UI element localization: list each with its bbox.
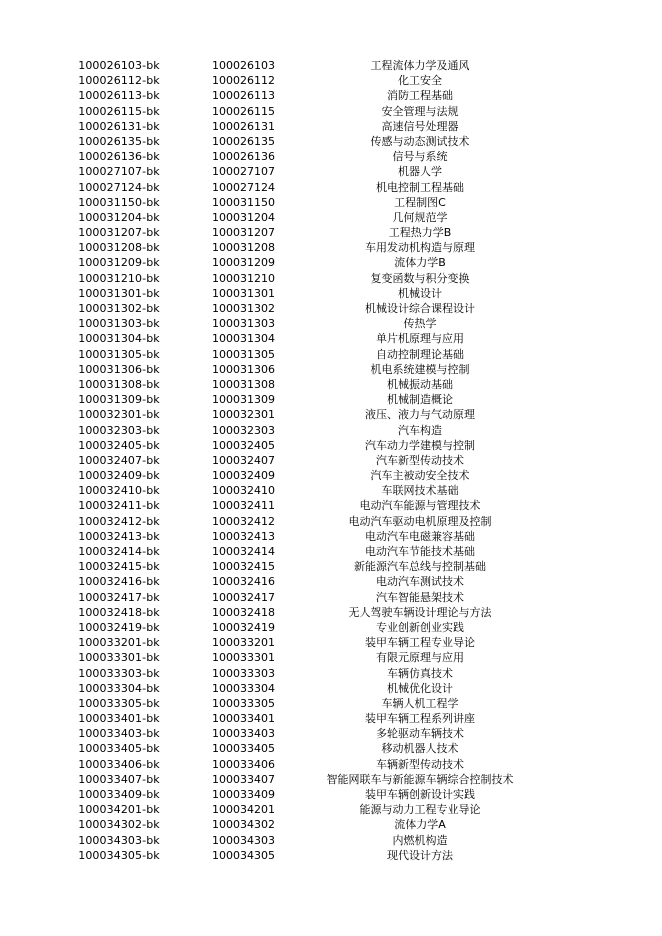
course-name-cell: 车联网技术基础 [381, 484, 459, 498]
course-name-cell: 装甲车辆创新设计实践 [365, 788, 475, 801]
course-name-cell: 无人驾驶车辆设计理论与方法 [348, 605, 492, 619]
course-name-cell: 高速信号处理器 [381, 119, 459, 133]
course-code-cell: 100032412 [212, 514, 275, 528]
course-name-cell: 复变函数与积分变换 [370, 271, 470, 285]
course-code-cell: 100032419 [212, 620, 275, 634]
course-bk-code-cell: 100032301-bk [78, 408, 160, 422]
course-code-cell: 100034201 [212, 803, 275, 817]
course-code-cell: 100032303 [212, 423, 275, 437]
course-bk-code-cell: 100031304-bk [78, 332, 160, 346]
course-name-cell: 传感与动态测试技术 [370, 134, 470, 148]
table-row [0, 347, 662, 362]
table-row [0, 407, 662, 422]
course-code-cell: 100034303 [212, 833, 275, 847]
course-bk-code-cell: 100026112-bk [78, 74, 160, 88]
table-row [0, 681, 662, 696]
course-bk-code-cell: 100026113-bk [78, 89, 160, 103]
course-bk-code-cell: 100033301-bk [78, 651, 160, 665]
course-code-cell: 100033403 [212, 727, 275, 741]
course-name-cell: 信号与系统 [392, 150, 448, 164]
course-name-cell: 汽车动力学建模与控制 [365, 438, 475, 452]
course-bk-code-cell: 100033407-bk [78, 772, 160, 786]
course-bk-code-cell: 100033405-bk [78, 742, 160, 756]
course-code-cell: 100032411 [212, 499, 275, 513]
course-name-cell: 传热学 [403, 317, 437, 331]
course-bk-code-cell: 100027124-bk [78, 180, 160, 194]
course-bk-code-cell: 100032410-bk [78, 484, 160, 498]
table-row [0, 164, 662, 179]
course-name-cell: 汽车智能悬架技术 [376, 590, 464, 604]
course-name-cell: 移动机器人技术 [381, 742, 459, 756]
course-name-cell: 车辆新型传动技术 [376, 757, 464, 771]
course-code-cell: 100032410 [212, 484, 275, 498]
course-code-cell: 100033409 [212, 788, 275, 801]
course-code-cell: 100032414 [212, 545, 275, 558]
course-name-cell: 机械设计 [398, 286, 442, 300]
table-row [0, 255, 662, 270]
course-code-cell: 100026112 [212, 74, 275, 88]
course-name-cell: 电动汽车能源与管理技术 [359, 499, 481, 513]
course-name-cell: 机器人学 [398, 165, 442, 179]
course-code-cell: 100033405 [212, 742, 275, 756]
course-code-cell: 100026113 [212, 89, 275, 103]
course-bk-code-cell: 100031209-bk [78, 256, 160, 270]
table-row [0, 802, 662, 817]
course-bk-code-cell: 100026103-bk [78, 59, 160, 72]
course-name-cell: 电动汽车测试技术 [376, 575, 464, 589]
course-code-cell: 100031303 [212, 317, 275, 331]
course-bk-code-cell: 100031204-bk [78, 210, 160, 224]
course-name-cell: 现代设计方法 [387, 848, 453, 862]
course-name-cell: 汽车主被动安全技术 [370, 469, 470, 483]
course-code-cell: 100031301 [212, 286, 275, 300]
table-row [0, 696, 662, 711]
table-row [0, 316, 662, 331]
course-name-cell: 车用发动机构造与原理 [365, 241, 475, 255]
course-code-cell: 100031304 [212, 332, 275, 346]
course-code-cell: 100032301 [212, 408, 275, 422]
course-bk-code-cell: 100033403-bk [78, 727, 160, 741]
table-row [0, 544, 662, 559]
course-bk-code-cell: 100027107-bk [78, 165, 160, 179]
table-row [0, 149, 662, 164]
table-row [0, 240, 662, 255]
table-row [0, 392, 662, 407]
course-table [0, 58, 662, 863]
table-row [0, 225, 662, 240]
table-row [0, 271, 662, 286]
table-row [0, 498, 662, 513]
course-name-cell: 电动汽车电磁兼容基础 [365, 529, 475, 543]
course-bk-code-cell: 100026135-bk [78, 134, 160, 148]
course-name-cell: 新能源汽车总线与控制基础 [354, 560, 486, 574]
course-bk-code-cell: 100032411-bk [78, 499, 160, 513]
course-bk-code-cell: 100034303-bk [78, 833, 160, 847]
course-bk-code-cell: 100031309-bk [78, 393, 160, 407]
course-name-cell: 几何规范学 [392, 210, 448, 224]
table-row [0, 833, 662, 848]
course-bk-code-cell: 100031150-bk [78, 195, 160, 209]
table-row [0, 635, 662, 650]
course-bk-code-cell: 100033304-bk [78, 681, 160, 695]
table-row [0, 134, 662, 149]
course-code-cell: 100034305 [212, 848, 275, 862]
course-bk-code-cell: 100034305-bk [78, 848, 160, 862]
table-row [0, 88, 662, 103]
table-row [0, 483, 662, 498]
course-bk-code-cell: 100031301-bk [78, 286, 160, 300]
course-bk-code-cell: 100032409-bk [78, 469, 160, 483]
course-name-cell: 汽车新型传动技术 [376, 453, 464, 467]
table-row [0, 180, 662, 195]
course-bk-code-cell: 100031308-bk [78, 377, 160, 391]
course-bk-code-cell: 100032407-bk [78, 453, 160, 467]
course-name-cell: 机械优化设计 [387, 681, 453, 695]
table-row [0, 438, 662, 453]
table-row [0, 301, 662, 316]
course-bk-code-cell: 100033305-bk [78, 696, 160, 710]
course-code-cell: 100033304 [212, 681, 275, 695]
course-code-cell: 100032418 [212, 605, 275, 619]
table-row [0, 574, 662, 589]
table-row [0, 848, 662, 863]
course-code-cell: 100026131 [212, 119, 275, 133]
course-name-cell: 安全管理与法规 [381, 104, 459, 118]
course-bk-code-cell: 100032418-bk [78, 605, 160, 619]
course-code-cell: 100033407 [212, 772, 275, 786]
table-row [0, 620, 662, 635]
course-bk-code-cell: 100032419-bk [78, 620, 160, 634]
course-name-cell: 有限元原理与应用 [376, 651, 464, 665]
table-row [0, 787, 662, 802]
course-bk-code-cell: 100033401-bk [78, 712, 160, 726]
course-bk-code-cell: 100032412-bk [78, 514, 160, 528]
table-row [0, 362, 662, 377]
course-code-cell: 100026103 [212, 59, 275, 72]
course-code-cell: 100032405 [212, 438, 275, 452]
course-bk-code-cell: 100032414-bk [78, 545, 160, 558]
course-code-cell: 100031302 [212, 302, 275, 315]
table-row [0, 104, 662, 119]
course-bk-code-cell: 100026131-bk [78, 119, 160, 133]
table-row [0, 559, 662, 574]
course-bk-code-cell: 100031303-bk [78, 317, 160, 331]
course-bk-code-cell: 100031302-bk [78, 302, 160, 315]
course-code-cell: 100032407 [212, 453, 275, 467]
table-row [0, 453, 662, 468]
course-code-cell: 100033303 [212, 666, 275, 680]
course-code-cell: 100033406 [212, 757, 275, 771]
course-bk-code-cell: 100033201-bk [78, 636, 160, 650]
course-name-cell: 液压、液力与气动原理 [365, 408, 475, 422]
course-bk-code-cell: 100032416-bk [78, 575, 160, 589]
course-bk-code-cell: 100032303-bk [78, 423, 160, 437]
course-bk-code-cell: 100031208-bk [78, 241, 160, 255]
course-code-cell: 100032417 [212, 590, 275, 604]
course-code-cell: 100034302 [212, 818, 275, 832]
course-bk-code-cell: 100033409-bk [78, 788, 160, 801]
course-code-cell: 100026136 [212, 150, 275, 164]
course-code-cell: 100027124 [212, 180, 275, 194]
course-bk-code-cell: 100031305-bk [78, 347, 160, 361]
table-row [0, 741, 662, 756]
table-row [0, 210, 662, 225]
course-code-cell: 100031305 [212, 347, 275, 361]
table-row [0, 73, 662, 88]
course-name-cell: 流体力学A [394, 818, 446, 832]
course-code-cell: 100031210 [212, 271, 275, 285]
table-row [0, 757, 662, 772]
course-bk-code-cell: 100032415-bk [78, 560, 160, 574]
course-code-cell: 100031150 [212, 195, 275, 209]
course-name-cell: 车辆仿真技术 [387, 666, 453, 680]
course-name-cell: 电动汽车节能技术基础 [365, 545, 475, 558]
course-name-cell: 智能网联车与新能源车辆综合控制技术 [326, 772, 514, 786]
table-row [0, 119, 662, 134]
course-bk-code-cell: 100033303-bk [78, 666, 160, 680]
table-row [0, 817, 662, 832]
course-name-cell: 机械振动基础 [387, 377, 453, 391]
course-name-cell: 机械设计综合课程设计 [365, 302, 475, 315]
table-row [0, 514, 662, 529]
table-row [0, 58, 662, 73]
course-code-cell: 100033301 [212, 651, 275, 665]
course-code-cell: 100031204 [212, 210, 275, 224]
table-row [0, 666, 662, 681]
course-name-cell: 流体力学B [394, 256, 446, 270]
course-name-cell: 工程流体力学及通风 [370, 59, 470, 72]
table-row [0, 468, 662, 483]
course-bk-code-cell: 100031210-bk [78, 271, 160, 285]
course-name-cell: 自动控制理论基础 [376, 347, 464, 361]
course-name-cell: 电动汽车驱动电机原理及控制 [348, 514, 492, 528]
course-name-cell: 工程制图C [394, 195, 446, 209]
course-name-cell: 工程热力学B [388, 226, 452, 240]
course-bk-code-cell: 100033406-bk [78, 757, 160, 771]
table-row [0, 286, 662, 301]
course-bk-code-cell: 100034302-bk [78, 818, 160, 832]
course-name-cell: 装甲车辆工程专业导论 [365, 636, 475, 650]
table-row [0, 331, 662, 346]
course-bk-code-cell: 100031306-bk [78, 362, 160, 376]
course-code-cell: 100031309 [212, 393, 275, 407]
course-code-cell: 100026135 [212, 134, 275, 148]
course-name-cell: 单片机原理与应用 [376, 332, 464, 346]
course-name-cell: 消防工程基础 [387, 89, 453, 103]
course-name-cell: 车辆人机工程学 [381, 696, 459, 710]
table-row [0, 195, 662, 210]
course-code-cell: 100033401 [212, 712, 275, 726]
course-bk-code-cell: 100032413-bk [78, 529, 160, 543]
course-name-cell: 化工安全 [398, 74, 442, 88]
table-row [0, 650, 662, 665]
table-row [0, 590, 662, 605]
course-name-cell: 多轮驱动车辆技术 [376, 727, 464, 741]
table-row [0, 711, 662, 726]
table-row [0, 423, 662, 438]
course-code-cell: 100031306 [212, 362, 275, 376]
course-code-cell: 100027107 [212, 165, 275, 179]
course-bk-code-cell: 100034201-bk [78, 803, 160, 817]
course-bk-code-cell: 100032405-bk [78, 438, 160, 452]
course-code-cell: 100031208 [212, 241, 275, 255]
course-code-cell: 100026115 [212, 104, 275, 118]
course-name-cell: 装甲车辆工程系列讲座 [365, 712, 475, 726]
course-code-cell: 100033305 [212, 696, 275, 710]
course-code-cell: 100031209 [212, 256, 275, 270]
course-bk-code-cell: 100032417-bk [78, 590, 160, 604]
table-row [0, 772, 662, 787]
table-row [0, 605, 662, 620]
course-code-cell: 100033201 [212, 636, 275, 650]
course-name-cell: 机电控制工程基础 [376, 180, 464, 194]
course-code-cell: 100032409 [212, 469, 275, 483]
course-name-cell: 能源与动力工程专业导论 [359, 803, 481, 817]
course-name-cell: 汽车构造 [398, 423, 442, 437]
course-name-cell: 机械制造概论 [387, 393, 453, 407]
course-code-cell: 100031308 [212, 377, 275, 391]
course-code-cell: 100032413 [212, 529, 275, 543]
course-bk-code-cell: 100026136-bk [78, 150, 160, 164]
course-name-cell: 专业创新创业实践 [376, 620, 464, 634]
course-bk-code-cell: 100026115-bk [78, 104, 160, 118]
course-code-cell: 100032415 [212, 560, 275, 574]
table-row [0, 529, 662, 544]
course-name-cell: 机电系统建模与控制 [370, 362, 470, 376]
table-row [0, 377, 662, 392]
table-row [0, 726, 662, 741]
course-code-cell: 100032416 [212, 575, 275, 589]
course-bk-code-cell: 100031207-bk [78, 226, 160, 240]
course-code-cell: 100031207 [212, 226, 275, 240]
course-name-cell: 内燃机构造 [392, 833, 448, 847]
